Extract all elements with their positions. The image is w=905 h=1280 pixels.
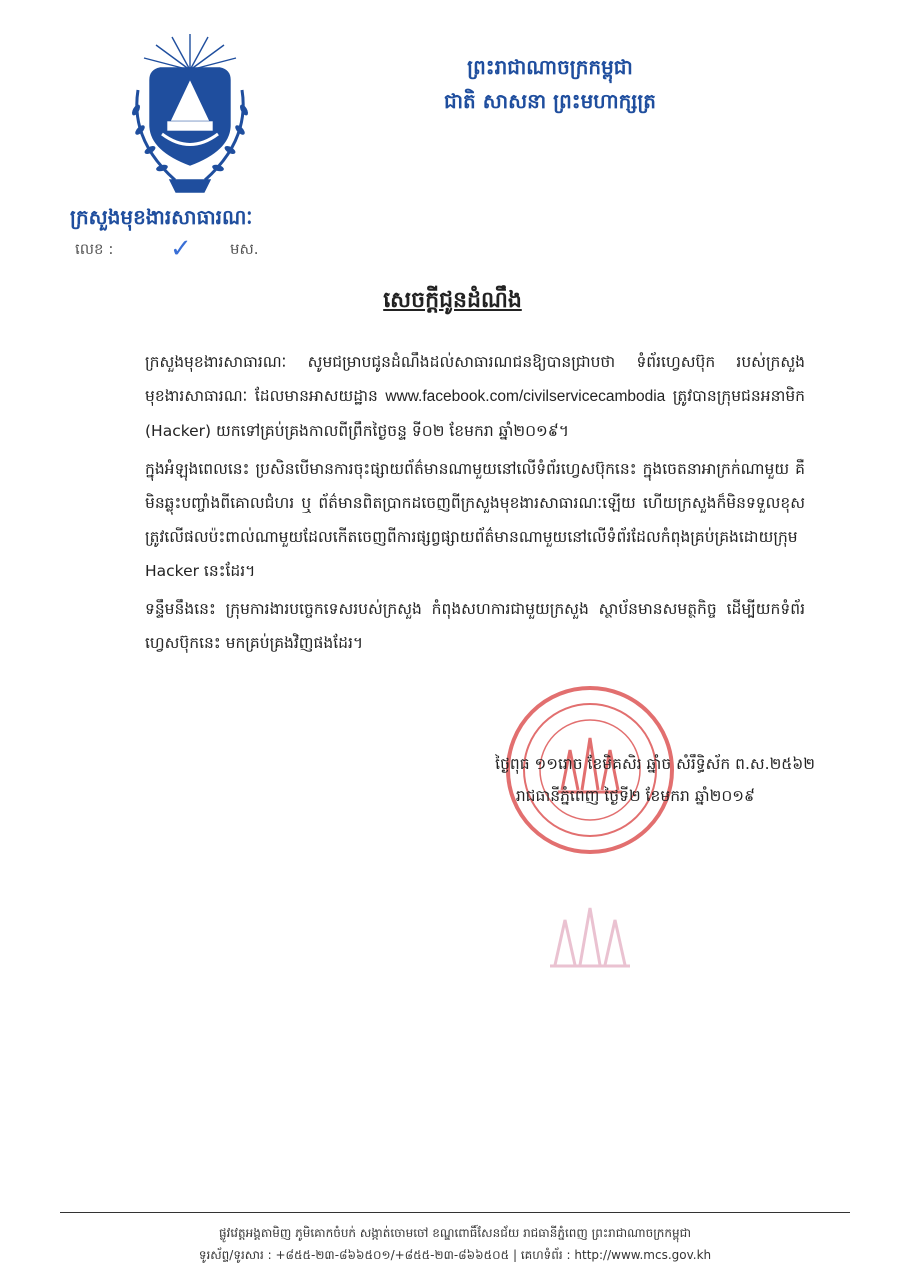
ministry-name: ក្រសួងមុខងារសាធារណៈ xyxy=(70,205,253,229)
checkmark-icon: ✓ xyxy=(170,234,192,264)
footer-address: ផ្លូវវេត្តអង្គតាមិញ ភូមិគោកចំបក់ សង្កាត់ចោមចៅ ខណ្ឌពោធិ៍សែនជ័យ រាជធានីភ្នំពេញ ព្រះរាជាណាចក្រកម្ពុជា xyxy=(218,1226,692,1240)
national-motto: ជាតិ សាសនា ព្រះមហាក្សត្រ xyxy=(444,89,656,113)
paragraph-1-text-a: ក្រសួងមុខងារសាធារណៈ សូមជម្រាបជូនដំណឹងដល់សាធារណជនឱ្យបានជ្រាបថា ទំព័រហ្វេសប៊ុក របស់ក្រសួងមុខងារសាធារណៈ ដែលមានអាសយដ្ឋាន xyxy=(145,353,805,405)
kingdom-name: ព្រះរាជាណាចក្រកម្ពុជា xyxy=(467,55,633,79)
facebook-url: www.facebook.com/civilservicecambodia xyxy=(385,388,666,405)
kingdom-motto xyxy=(420,50,680,118)
solar-date: រាជធានីភ្នំពេញ ថ្ងៃទី២ ខែមករា ឆ្នាំ២០១៩ xyxy=(515,787,755,805)
faint-seal-icon xyxy=(540,900,640,970)
paragraph-3: ទន្ទឹមនឹងនេះ ក្រុមការងារបច្ចេកទេសរបស់ក្រសួង កំពុងសហការជាមួយក្រសួង ស្ថាប័នមានសមត្ថកិច្ច ដើម្បីយកទំព័រហ្វេសប៊ុកនេះ មកគ្រប់គ្រងវិញផងដែរ។ xyxy=(145,600,805,652)
lunar-date: ថ្ងៃពុធ ១១រោច ខែមិគសិរ ឆ្នាំច សំរឹទ្ធិស័ក ព.ស.២៥៦២ xyxy=(495,755,815,773)
reference-number-label: លេខ : xyxy=(75,240,114,258)
reference-suffix: មស. xyxy=(230,240,259,258)
ministry-emblem-icon xyxy=(120,30,260,200)
footer-divider xyxy=(60,1212,850,1213)
paragraph-2: ក្នុងអំឡុងពេលនេះ ប្រសិនបើមានការចុះផ្សាយព័ត៌មានណាមួយនៅលើទំព័រហ្វេសប៊ុកនេះ ក្នុងចេតនាអាក្រក់ណាមួយ គឺមិនឆ្លុះបញ្ចាំងពីគោលជំហរ ឬ ព័ត៌មានពិតប្រាកដចេញពីក្រសួងមុខងារសាធារណៈឡើយ ហើយក្រសួងក៏មិនទទួលខុសត្រូវលើផលប៉ះពាល់ណាមួយដែលកើតចេញពីការផ្សព្វផ្សាយព័ត៌មានណាមួយនៅលើទំព័រដែលកំពុងគ្រប់គ្រងដោយក្រុម Hacker នេះដែរ។ xyxy=(145,460,805,580)
document-title: សេចក្តីជូនដំណឹង xyxy=(383,288,522,313)
footer xyxy=(60,1222,850,1266)
paragraph-1 xyxy=(145,345,805,448)
date-block xyxy=(395,748,815,812)
footer-contact: ទូរស័ព្ទ/ទូរសារ : +៨៥៥-២៣-៨៦៦៥០១/+៨៥៥-២៣-៨៦៦៥០៥ | គេហទំព័រ : http://www.mcs.gov.kh xyxy=(198,1248,712,1262)
paragraph-1-text-b: ត្រូវបានក្រុមជនអនាមិក (Hacker) យកទៅគ្រប់គ្រងកាលពីព្រឹកថ្ងៃចន្ទ ទី០២ ខែមករា ឆ្នាំ២០១៩។ xyxy=(145,387,806,440)
document-body xyxy=(145,345,805,664)
